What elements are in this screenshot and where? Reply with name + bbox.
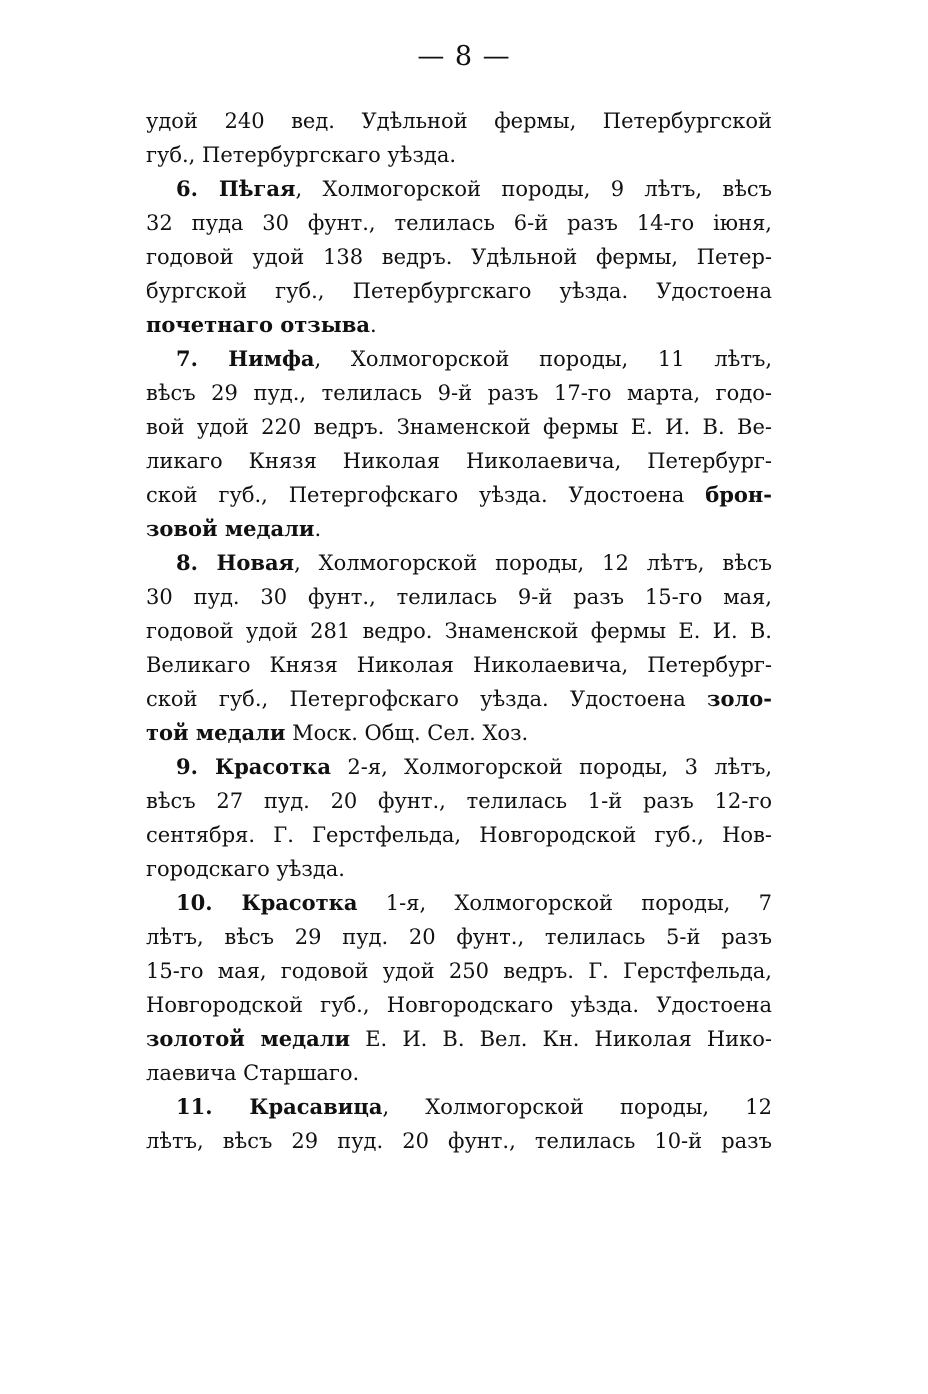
bold-text: 11. xyxy=(176,1094,250,1119)
text-segment: ской губ., Петергофскаго уѣзда. Удостоена xyxy=(146,483,706,507)
text-line xyxy=(146,478,772,512)
text-line xyxy=(146,376,772,410)
bold-text: Новая xyxy=(216,550,295,575)
bold-text: Красотка xyxy=(214,754,331,779)
bold-text: 6. xyxy=(176,176,219,201)
text-segment: 2-я, Холмогорской породы, 3 лѣтъ, xyxy=(330,755,772,779)
text-segment: лѣтъ, вѣсъ 29 пуд. 20 фунт., телилась 10-й разъ xyxy=(146,1129,772,1153)
text-line xyxy=(146,1124,772,1158)
bold-text: Красотка xyxy=(241,890,358,915)
text-segment: , Холмогорской породы, 11 лѣтъ, xyxy=(314,347,773,371)
text-segment: . xyxy=(314,517,322,541)
text-segment: 1-я, Холмогорской породы, 7 xyxy=(357,891,772,915)
text-segment: Е. И. В. Вел. Кн. Николая Нико- xyxy=(350,1027,772,1051)
bold-text: той медали xyxy=(146,720,286,745)
bold-text: 10. xyxy=(176,890,242,915)
bold-text: Нимфа xyxy=(228,346,315,371)
entry-first-line xyxy=(146,750,772,784)
text-segment: городскаго уѣзда. xyxy=(146,857,345,881)
text-line xyxy=(146,784,772,818)
bold-text: золотой медали xyxy=(146,1026,351,1051)
text-line xyxy=(146,1056,772,1090)
text-line xyxy=(146,274,772,308)
text-segment: ликаго Князя Николая Николаевича, Петербург- xyxy=(146,449,772,473)
text-segment: лѣтъ, вѣсъ 29 пуд. 20 фунт., телилась 5-й разъ xyxy=(146,925,772,949)
text-line xyxy=(146,240,772,274)
text-line xyxy=(146,852,772,886)
text-line xyxy=(146,308,772,342)
text-segment: вѣсъ 29 пуд., телилась 9-й разъ 17-го марта, годо- xyxy=(146,381,772,405)
bold-text: 7. xyxy=(176,346,229,371)
text-line xyxy=(146,512,772,546)
text-segment: сентября. Г. Герстфельда, Новгородской губ., Нов- xyxy=(146,823,772,847)
text-segment: , Холмогорской породы, 12 xyxy=(382,1095,772,1119)
text-line xyxy=(146,444,772,478)
text-line xyxy=(146,138,772,172)
entry-first-line xyxy=(146,342,772,376)
text-segment: 15-го мая, годовой удой 250 ведръ. Г. Герстфельда, xyxy=(146,959,772,983)
text-segment: 32 пуда 30 фунт., телилась 6-й разъ 14-го іюня, xyxy=(146,211,772,235)
text-line xyxy=(146,716,772,750)
text-segment: лаевича Старшаго. xyxy=(146,1061,360,1085)
text-line xyxy=(146,1022,772,1056)
text-segment: Великаго Князя Николая Николаевича, Петербург- xyxy=(146,653,772,677)
text-segment: годовой удой 281 ведро. Знаменской фермы Е. И. В. xyxy=(146,619,772,643)
text-segment: Новгородской губ., Новгородскаго уѣзда. Удостоена xyxy=(146,993,772,1017)
text-line xyxy=(146,614,772,648)
page-number: — 8 — xyxy=(417,41,511,72)
text-line xyxy=(146,682,772,716)
bold-text: Пѣгая xyxy=(218,176,296,201)
text-segment: вой удой 220 ведръ. Знаменской фермы Е. И. В. Ве- xyxy=(146,415,772,439)
text-line xyxy=(146,104,772,138)
text-segment: , Холмогорской породы, 12 лѣтъ, вѣсъ xyxy=(294,551,772,575)
entry-first-line xyxy=(146,172,772,206)
text-segment: , Холмогорской породы, 9 лѣтъ, вѣсъ xyxy=(295,177,773,201)
bold-text: 8. xyxy=(176,550,217,575)
entry-first-line xyxy=(146,886,772,920)
bold-text: почетнаго отзыва xyxy=(146,312,370,337)
entry-first-line xyxy=(146,546,772,580)
text-segment: удой 240 вед. Удѣльной фермы, Петербургской xyxy=(146,109,772,133)
text-segment: . xyxy=(369,313,377,337)
bold-text: зовой медали xyxy=(146,516,315,541)
text-segment: бургской губ., Петербургскаго уѣзда. Удостоена xyxy=(146,279,772,303)
text-line xyxy=(146,580,772,614)
text-segment: губ., Петербургскаго уѣзда. xyxy=(146,143,457,167)
body-text xyxy=(146,104,772,1158)
text-segment: годовой удой 138 ведръ. Удѣльной фермы, Петер- xyxy=(146,245,772,269)
text-line xyxy=(146,818,772,852)
text-segment: 30 пуд. 30 фунт., телилась 9-й разъ 15-го мая, xyxy=(146,585,772,609)
entry-first-line xyxy=(146,1090,772,1124)
text-line xyxy=(146,954,772,988)
text-line xyxy=(146,920,772,954)
text-line xyxy=(146,410,772,444)
text-segment: ской губ., Петергофскаго уѣзда. Удостоена xyxy=(146,687,708,711)
bold-text: 9. xyxy=(176,754,215,779)
text-line xyxy=(146,988,772,1022)
text-line xyxy=(146,206,772,240)
bold-text: Красавица xyxy=(249,1094,383,1119)
text-line xyxy=(146,648,772,682)
bold-text: брон- xyxy=(705,482,772,507)
text-segment: Моск. Общ. Сел. Хоз. xyxy=(285,721,529,745)
bold-text: золо- xyxy=(707,686,772,711)
text-segment: вѣсъ 27 пуд. 20 фунт., телилась 1-й разъ 12-го xyxy=(146,789,772,813)
